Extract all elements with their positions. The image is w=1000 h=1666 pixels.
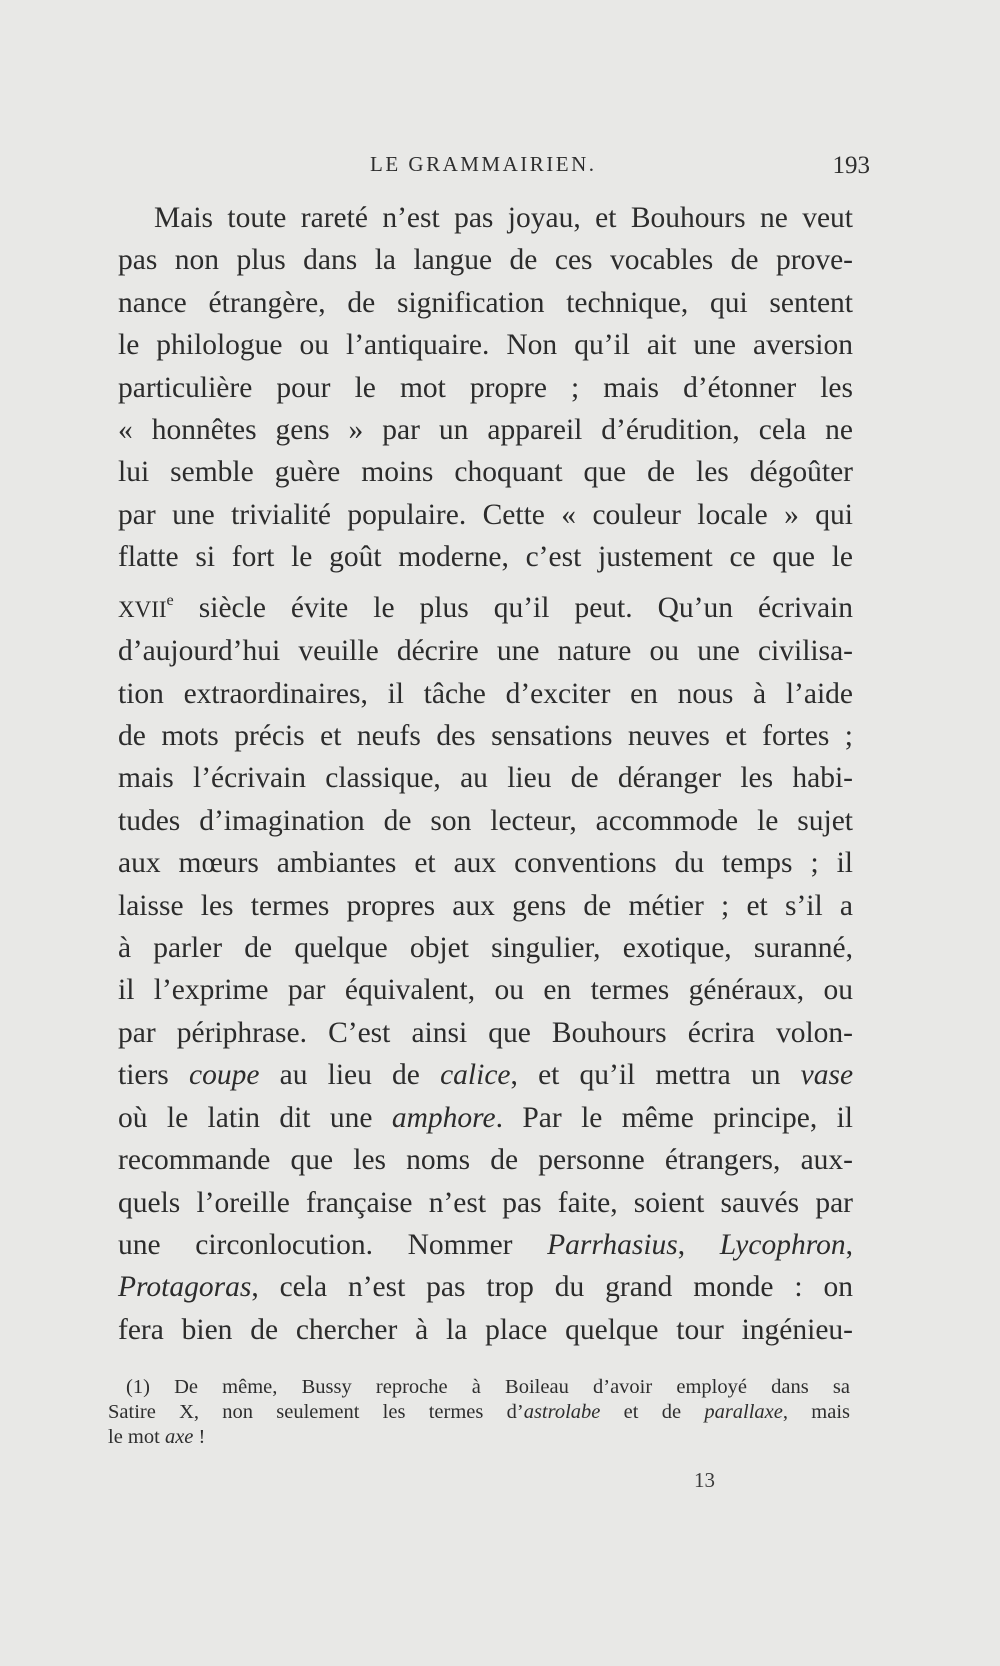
text-line: fera bien de chercher à la place quelque tour ingénieu- <box>118 1313 853 1346</box>
text-line <box>118 1224 853 1266</box>
footnote-fragment: , mais <box>782 1401 850 1423</box>
text-line: particulière pour le mot propre ; mais d’étonner les <box>118 371 853 404</box>
text-line: pas non plus dans la langue de ces vocables de prove- <box>118 244 853 277</box>
italic-word-parrhasius: Parrhasius <box>547 1228 678 1261</box>
running-head <box>110 152 870 182</box>
italic-word-calice: calice <box>440 1059 511 1092</box>
italic-word-coupe: coupe <box>188 1059 260 1092</box>
italic-word-astrolabe: astrolabe <box>523 1401 601 1423</box>
text-fragment: . Par le même principe, il <box>495 1101 853 1134</box>
text-line: lui semble guère moins choquant que de les dégoûter <box>118 456 853 489</box>
text-line: à parler de quelque objet singulier, exotique, suranné, <box>118 932 853 965</box>
text-fragment: , <box>677 1228 686 1261</box>
italic-word-axe: axe <box>164 1426 194 1448</box>
text-line: Mais toute rareté n’est pas joyau, et Bouhours ne veut <box>154 202 853 234</box>
text-line: aux mœurs ambiantes et aux conventions du temps ; il <box>118 847 853 880</box>
text-line: laisse les termes propres aux gens de métier ; et s’il a <box>118 889 853 922</box>
footnote-fragment: ! <box>193 1426 206 1448</box>
text-line <box>118 1097 853 1139</box>
footnote-fragment: De même, Bussy reproche à Boileau d’avoir employé dans sa <box>174 1376 851 1398</box>
text-line: le philologue ou l’antiquaire. Non qu’il ait une aversion <box>118 329 853 362</box>
text-line: de mots précis et neufs des sensations neuves et fortes ; <box>118 720 853 753</box>
text-line: par périphrase. C’est ainsi que Bouhours écrira volon- <box>118 1016 853 1049</box>
running-title: LE GRAMMAIRIEN. <box>370 152 597 176</box>
text-fragment: , <box>845 1228 853 1261</box>
text-line: d’aujourd’hui veuille décrire une nature ou une civilisa- <box>118 635 853 668</box>
text-line <box>118 1054 853 1096</box>
page-number: 193 <box>832 152 870 179</box>
body-paragraph <box>118 197 853 1351</box>
century-superscript: e <box>166 590 174 609</box>
text-fragment: où le latin dit une <box>118 1101 373 1134</box>
text-fragment: , et qu’il mettra un <box>510 1059 781 1092</box>
footnote <box>108 1375 850 1450</box>
text-line <box>118 579 853 631</box>
text-fragment: au lieu de <box>279 1059 420 1092</box>
text-fragment: tiers <box>118 1059 169 1092</box>
footnote-line <box>108 1425 850 1450</box>
text-line: tion extraordinaires, il tâche d’exciter en nous à l’aide <box>118 677 853 710</box>
italic-word-amphore: amphore <box>391 1101 496 1134</box>
text-line: flatte si fort le goût moderne, c’est justement ce que le <box>118 541 853 574</box>
footnote-line <box>108 1400 850 1425</box>
text-fragment: siècle évite le plus qu’il peut. Qu’un écrivain <box>198 591 854 624</box>
italic-word-vase: vase <box>800 1059 854 1092</box>
italic-word-lycophron: Lycophron <box>719 1228 846 1261</box>
footnote-fragment: Satire X, non seulement les termes d’ <box>108 1401 524 1423</box>
italic-word-protagoras: Protagoras <box>118 1271 252 1304</box>
text-fragment: une circonlocution. Nommer <box>118 1228 513 1261</box>
text-line: par une trivialité populaire. Cette « couleur locale » qui <box>118 498 853 531</box>
text-line: mais l’écrivain classique, au lieu de déranger les habi- <box>118 762 853 795</box>
footnote-marker: (1) <box>126 1376 150 1398</box>
footnote-fragment: le mot <box>108 1426 165 1448</box>
signature-mark: 13 <box>694 1468 715 1492</box>
footnote-line <box>108 1375 850 1400</box>
footnote-fragment: et de <box>600 1401 705 1423</box>
text-line <box>118 1266 853 1308</box>
text-line: il l’exprime par équivalent, ou en termes généraux, ou <box>118 974 853 1007</box>
text-line: quels l’oreille française n’est pas faite, soient sauvés par <box>118 1186 853 1219</box>
text-line: nance étrangère, de signification technique, qui sentent <box>118 286 853 319</box>
text-line: « honnêtes gens » par un appareil d’érudition, cela ne <box>118 414 853 447</box>
century-numeral: XVII <box>118 595 167 622</box>
text-fragment: , cela n’est pas trop du grand monde : on <box>251 1271 853 1304</box>
italic-word-parallaxe: parallaxe <box>704 1401 783 1423</box>
text-line: tudes d’imagination de son lecteur, accommode le sujet <box>118 804 853 837</box>
text-line: recommande que les noms de personne étrangers, aux- <box>118 1144 853 1177</box>
